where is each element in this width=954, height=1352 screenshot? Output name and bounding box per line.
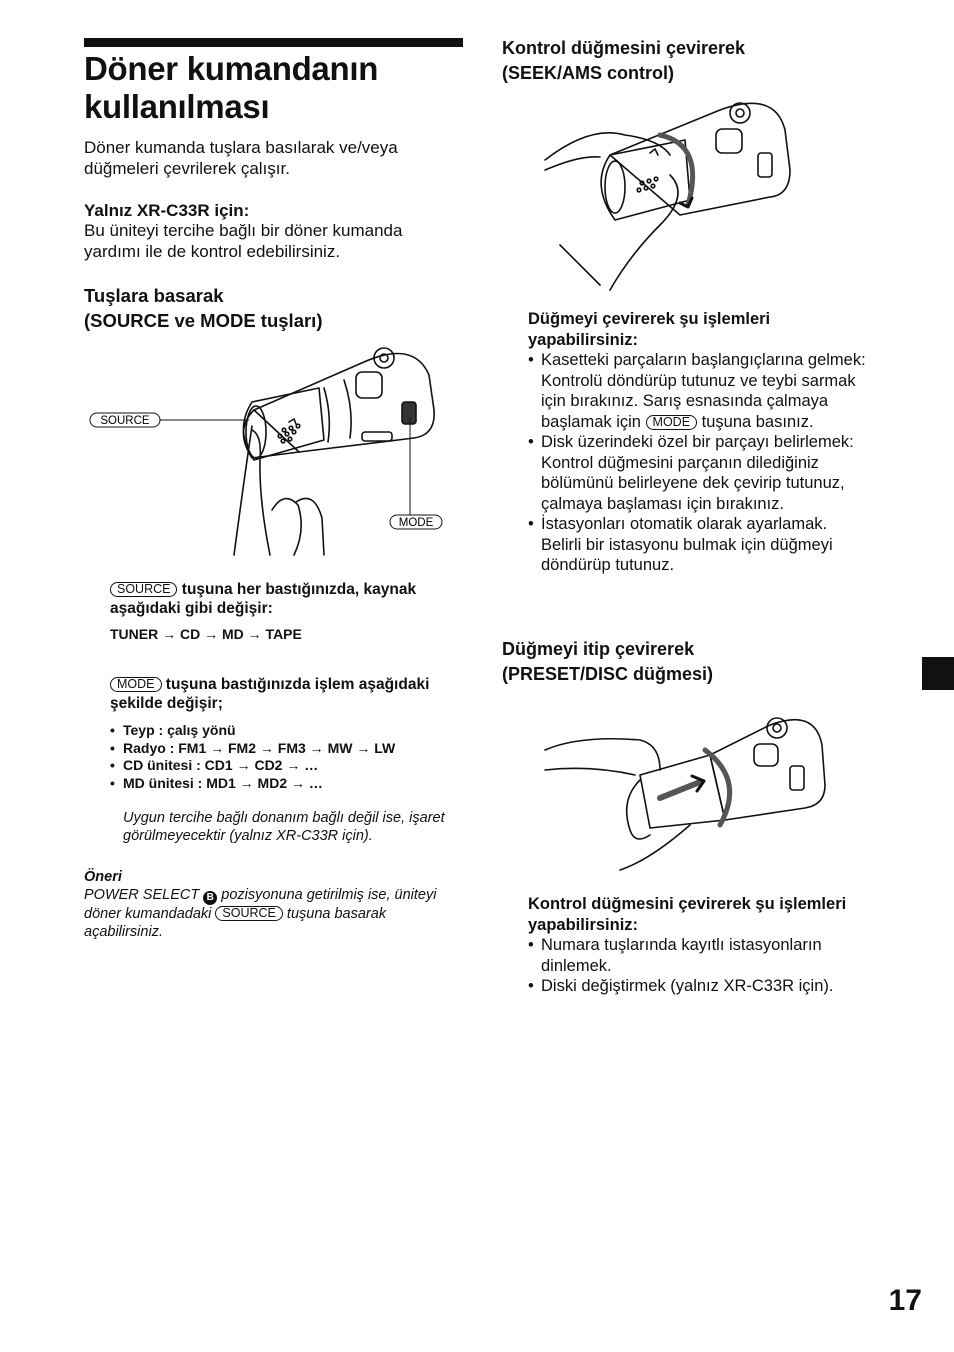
tip-heading: Öneri: [84, 869, 122, 885]
language-tab-marker: [922, 657, 954, 690]
section1-line1: Tuşlara basarak: [84, 285, 224, 306]
title-rule: [84, 38, 463, 47]
mode-list-item: • MD ünitesi : MD1 → MD2 → …: [110, 775, 470, 793]
remote-knob: [243, 388, 324, 460]
mode-description: [110, 675, 450, 713]
seek-list: [528, 350, 868, 576]
source-description: [110, 580, 450, 618]
preset-list-item: • Numara tuşlarında kayıtlı istasyonların dinlemek.: [528, 935, 868, 976]
preset-heading: Kontrol düğmesini çevirerek şu işlemleri yapabilirsiniz:: [528, 895, 847, 934]
mode-list-item: • Teyp : çalış yönü: [110, 722, 470, 740]
source-inline-label: SOURCE: [110, 582, 177, 597]
mode-list-item: • Radyo : FM1 → FM2 → FM3 → MW → LW: [110, 740, 470, 758]
knob-dots: [278, 424, 300, 443]
preset-control-illustration: [540, 710, 830, 880]
page-number: 17: [888, 1284, 922, 1317]
remote-body: [610, 103, 790, 215]
intro-paragraph: Döner kumanda tuşlara basılarak ve/veya düğmeleri çevrilerek çalışır.: [84, 138, 398, 178]
seek-list-item: • İstasyonları otomatik olarak ayarlamak. Belirli bir istasyonu bulmak için düğmeyi döndürüp tutunuz.: [528, 514, 868, 576]
preset-list-item: • Diski değiştirmek (yalnız XR-C33R için).: [528, 976, 868, 997]
section2-heading: [502, 36, 745, 86]
mode-description-text: tuşuna bastığınızda işlem aşağıdaki şekilde değişir;: [110, 676, 430, 712]
mode-list-item: • CD ünitesi : CD1 → CD2 → …: [110, 757, 470, 775]
source-callout-label: SOURCE: [100, 415, 150, 427]
page-title: Döner kumandanın kullanılması: [84, 50, 379, 125]
source-sequence: TUNER → CD → MD → TAPE: [110, 626, 302, 642]
seek-mode-label: MODE: [646, 415, 698, 430]
mode-list: [110, 722, 470, 792]
power-select-b-badge: B: [203, 891, 217, 905]
only-label: Yalnız XR-C33R için:: [84, 201, 250, 220]
seek-list-item: • Kasetteki parçaların başlangıçlarına gelmek: Kontrolü döndürüp tutunuz ve teybi sarmak için bırakınız. Sarış esnasında çalmaya başlamak için MODE tuşuna basınız.: [528, 350, 868, 432]
seek-list-item: • Disk üzerindeki özel bir parçayı belirlemek: Kontrol düğmesini parçanın dilediğiniz bölümünü belirleyene dek çevirip tutunuz, çalmaya başlaması için bırakınız.: [528, 432, 868, 514]
section3-line2: (PRESET/DISC düğmesi): [502, 664, 714, 684]
tip-text: POWER SELECT B pozisyonuna getirilmiş ise, üniteyi döner kumandadaki SOURCE tuşuna basarak açabilirsiniz.: [84, 887, 437, 940]
mode-callout-label: MODE: [398, 517, 434, 529]
mode-note: Uygun tercihe bağlı donanım bağlı değil ise, işaret görülmeyecektir (yalnız XR-C33R için).: [123, 810, 445, 844]
mode-inline-label: MODE: [110, 677, 162, 692]
only-text: Bu üniteyi tercihe bağlı bir döner kumanda yardımı ile de kontrol edebilirsiniz.: [84, 221, 403, 261]
remote-press-illustration: [84, 340, 454, 560]
preset-list: [528, 935, 868, 997]
remote-knob: [601, 140, 690, 220]
source-description-text: tuşuna her bastığınızda, kaynak aşağıdaki gibi değişir:: [110, 581, 417, 617]
seek-heading: Düğmeyi çevirerek şu işlemleri yapabilirsiniz:: [528, 310, 771, 349]
section1-line2: (SOURCE ve MODE tuşları): [84, 310, 323, 331]
section3-line1: Düğmeyi itip çevirerek: [502, 639, 695, 659]
knob-dots: [637, 177, 658, 192]
seek-control-illustration: [540, 95, 800, 295]
section2-line2: (SEEK/AMS control): [502, 63, 675, 83]
tip-source-label: SOURCE: [215, 906, 282, 921]
section2-line1: Kontrol düğmesini çevirerek: [502, 38, 746, 58]
section3-heading: [502, 637, 713, 687]
section1-heading: [84, 283, 323, 333]
